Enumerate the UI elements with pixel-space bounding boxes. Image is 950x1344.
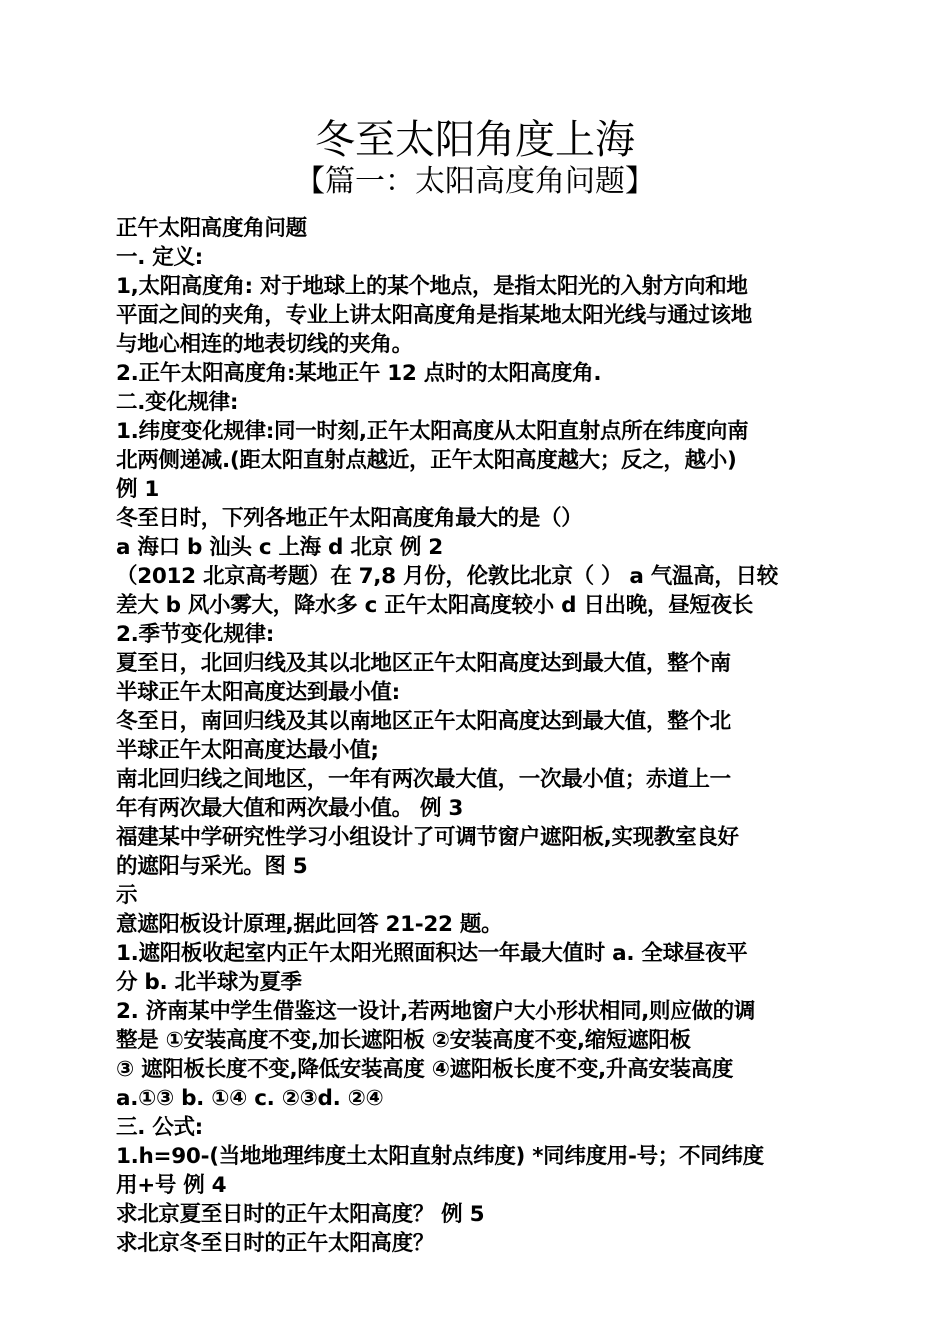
body-line: 2. 济南某中学生借鉴这一设计,若两地窗户大小形状相同,则应做的调 xyxy=(116,999,756,1024)
body-line: ③ 遮阳板长度不变,降低安装高度 ④遮阳板长度不变,升高安装高度 xyxy=(116,1057,734,1082)
body-line: 与地心相连的地表切线的夹角。 xyxy=(116,332,413,357)
body-line: 半球正午太阳高度达最小值; xyxy=(116,738,379,763)
body-line: 2.季节变化规律: xyxy=(116,622,275,647)
body-line: 1.纬度变化规律:同一时刻,正午太阳高度从太阳直射点所在纬度向南 xyxy=(116,419,749,444)
body-line: 半球正午太阳高度达到最小值: xyxy=(116,680,400,705)
body-line: 1,太阳高度角: 对于地球上的某个地点，是指太阳光的入射方向和地 xyxy=(116,274,748,299)
document-title: 冬至太阳角度上海 xyxy=(315,117,635,163)
body-line: 2.正午太阳高度角:某地正午 12 点时的太阳高度角. xyxy=(116,361,602,386)
body-line: a.①③ b. ①④ c. ②③d. ②④ xyxy=(116,1086,384,1111)
body-line: 意遮阳板设计原理,据此回答 21-22 题。 xyxy=(116,912,503,937)
body-line: 三. 公式: xyxy=(116,1115,203,1140)
body-line: 南北回归线之间地区，一年有两次最大值，一次最小值；赤道上一 xyxy=(116,767,731,792)
body-line: 正午太阳高度角问题 xyxy=(116,216,307,241)
body-line: （2012 北京高考题）在 7,8 月份，伦敦比北京（ ） a 气温高，日较 xyxy=(116,564,778,589)
body-line: 北两侧递减.(距太阳直射点越近，正午太阳高度越大；反之，越小) xyxy=(116,448,737,473)
body-line: 冬至日，南回归线及其以南地区正午太阳高度达到最大值，整个北 xyxy=(116,709,731,734)
body-line: 例 1 xyxy=(116,477,160,502)
body-line: a 海口 b 汕头 c 上海 d 北京 例 2 xyxy=(116,535,443,560)
document-body xyxy=(116,214,840,1258)
body-line: 二.变化规律: xyxy=(116,390,239,415)
body-line: 1.遮阳板收起室内正午太阳光照面积达一年最大值时 a. 全球昼夜平 xyxy=(116,941,748,966)
body-line: 示 xyxy=(116,883,138,908)
body-line: 一. 定义: xyxy=(116,245,203,270)
body-line: 用+号 例 4 xyxy=(116,1173,227,1198)
body-line: 整是 ①安装高度不变,加长遮阳板 ②安装高度不变,缩短遮阳板 xyxy=(116,1028,691,1053)
body-line: 福建某中学研究性学习小组设计了可调节窗户遮阳板,实现教室良好 xyxy=(116,825,739,850)
body-line: 年有两次最大值和两次最小值。 例 3 xyxy=(116,796,464,821)
body-line: 冬至日时，下列各地正午太阳高度角最大的是（） xyxy=(116,506,583,531)
body-line: 的遮阳与采光。图 5 xyxy=(116,854,308,879)
body-line: 1.h=90-(当地地理纬度土太阳直射点纬度) *同纬度用-号；不同纬度 xyxy=(116,1144,764,1169)
body-line: 求北京夏至日时的正午太阳高度？ 例 5 xyxy=(116,1202,485,1227)
body-line: 求北京冬至日时的正午太阳高度？ xyxy=(116,1231,435,1256)
document-subtitle: 【篇一：太阳高度角问题】 xyxy=(295,164,655,199)
body-line: 夏至日，北回归线及其以北地区正午太阳高度达到最大值，整个南 xyxy=(116,651,731,676)
body-line: 差大 b 风小雾大，降水多 c 正午太阳高度较小 d 日出晚，昼短夜长 xyxy=(116,593,753,618)
body-line: 分 b. 北半球为夏季 xyxy=(116,970,302,995)
body-line: 平面之间的夹角，专业上讲太阳高度角是指某地太阳光线与通过该地 xyxy=(116,303,753,328)
